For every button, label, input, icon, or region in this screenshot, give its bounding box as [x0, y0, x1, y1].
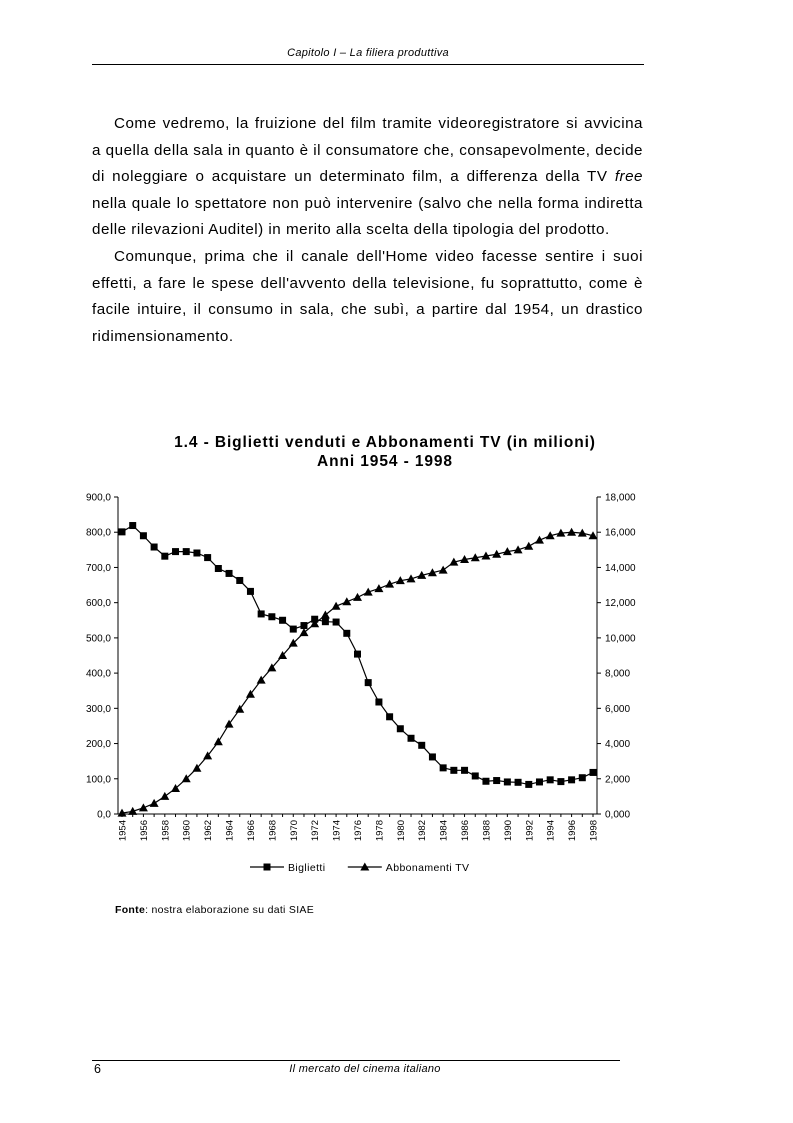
x-tick-label: 1996 [567, 820, 579, 842]
data-point-biglietti [258, 610, 265, 617]
y-left-tick-label: 100,0 [85, 774, 111, 786]
data-point-biglietti [482, 778, 489, 785]
y-right-tick-label: 2,000 [605, 774, 631, 786]
data-point-biglietti [193, 550, 200, 557]
x-tick-label: 1998 [588, 820, 600, 842]
x-tick-label: 1964 [224, 820, 236, 842]
data-point-biglietti [557, 778, 564, 785]
header-rule [92, 64, 644, 65]
data-point-abbonamenti [567, 528, 576, 536]
paragraph-1-start: Come vedremo, la fruizione del film tramite videoregistratore si avvicina a quella della sala in quanto è il consumatore che, consapevolmente, decide di noleggiare o acquistare un determinato film, a differenza della TV [92, 115, 643, 186]
body-text [92, 111, 643, 350]
data-point-abbonamenti [353, 593, 362, 601]
data-point-biglietti [268, 613, 275, 620]
data-point-biglietti [333, 619, 340, 626]
data-point-abbonamenti [374, 584, 383, 592]
x-tick-label: 1962 [203, 820, 215, 842]
data-point-biglietti [397, 725, 404, 732]
x-tick-label: 1968 [267, 820, 279, 842]
data-point-biglietti [375, 698, 382, 705]
data-point-abbonamenti [214, 737, 223, 745]
running-footer: Il mercato del cinema italiano [289, 1063, 441, 1075]
x-tick-label: 1966 [245, 820, 257, 842]
chart-subtitle: Anni 1954 - 1998 [317, 453, 453, 470]
data-point-biglietti [472, 772, 479, 779]
x-tick-label: 1978 [374, 820, 386, 842]
y-right-tick-label: 12,000 [605, 598, 636, 610]
data-point-biglietti [493, 777, 500, 784]
x-tick-label: 1976 [353, 820, 364, 842]
y-left-tick-label: 700,0 [85, 562, 111, 574]
x-tick-label: 1970 [288, 820, 300, 842]
paragraph-1 [92, 111, 643, 244]
paragraph-2: Comunque, prima che il canale dell'Home video facesse sentire i suoi effetti, a fare le spese dell'avvento della televisione, fu soprattutto, come è facile intuire, il consumo in sala, che subì, a partire dal 1954, un drastico ridimensionamento. [92, 247, 643, 345]
line-chart [60, 484, 680, 884]
data-point-biglietti [226, 570, 233, 577]
legend-label: Abbonamenti TV [385, 862, 470, 874]
x-tick-label: 1954 [117, 820, 129, 842]
data-point-abbonamenti [439, 566, 448, 574]
x-tick-label: 1994 [545, 820, 557, 842]
y-right-tick-label: 8,000 [605, 668, 631, 680]
data-point-biglietti [418, 742, 425, 749]
x-tick-label: 1956 [138, 820, 150, 842]
data-point-abbonamenti [150, 799, 159, 807]
data-point-abbonamenti [235, 705, 244, 713]
x-tick-label: 1972 [310, 820, 322, 842]
data-point-abbonamenti [160, 792, 169, 800]
data-point-biglietti [547, 776, 554, 783]
x-tick-label: 1982 [417, 820, 429, 842]
data-point-biglietti [290, 626, 297, 633]
x-tick-label: 1974 [331, 820, 343, 842]
data-point-biglietti [536, 778, 543, 785]
data-point-abbonamenti [524, 542, 533, 550]
running-header: Capitolo I – La filiera produttiva [287, 47, 449, 59]
data-point-biglietti [504, 778, 511, 785]
y-right-tick-label: 16,000 [605, 527, 636, 539]
data-point-biglietti [429, 753, 436, 760]
y-left-tick-label: 900,0 [85, 492, 111, 504]
data-point-biglietti [579, 774, 586, 781]
footer-rule [92, 1060, 620, 1061]
data-point-biglietti [408, 735, 415, 742]
data-point-biglietti [161, 553, 168, 560]
x-tick-label: 1958 [160, 820, 172, 842]
data-point-abbonamenti [535, 536, 544, 544]
data-point-biglietti [322, 618, 329, 625]
data-point-biglietti [247, 588, 254, 595]
legend-label: Biglietti [288, 862, 326, 874]
data-point-biglietti [590, 769, 597, 776]
y-right-tick-label: 4,000 [605, 739, 631, 751]
data-point-biglietti [119, 528, 126, 535]
chart-title-block [92, 433, 678, 471]
y-right-tick-label: 10,000 [605, 633, 636, 645]
page-number: 6 [94, 1062, 101, 1076]
y-left-tick-label: 0,0 [97, 809, 111, 821]
y-left-tick-label: 600,0 [85, 598, 111, 610]
y-left-tick-label: 400,0 [85, 668, 111, 680]
data-point-abbonamenti [225, 720, 234, 728]
data-point-biglietti [568, 776, 575, 783]
data-point-abbonamenti [139, 803, 148, 811]
data-point-biglietti [525, 781, 532, 788]
x-tick-label: 1992 [524, 820, 536, 842]
data-point-biglietti [354, 651, 361, 658]
data-point-biglietti [440, 764, 447, 771]
y-right-tick-label: 18,000 [605, 492, 636, 504]
series-line-1 [122, 532, 593, 813]
data-point-biglietti [461, 767, 468, 774]
data-point-biglietti [236, 577, 243, 584]
data-point-biglietti [386, 713, 393, 720]
data-point-biglietti [140, 532, 147, 539]
data-point-biglietti [450, 767, 457, 774]
x-tick-label: 1988 [481, 820, 493, 842]
data-point-biglietti [365, 679, 372, 686]
data-point-biglietti [129, 522, 136, 529]
x-tick-label: 1990 [502, 820, 514, 842]
data-point-abbonamenti [342, 597, 351, 605]
paragraph-1-end: nella quale lo spettatore non può intervenire (salvo che nella forma indiretta delle rilevazioni Auditel) in merito alla scelta della tipologia del prodotto. [92, 194, 643, 239]
y-right-tick-label: 6,000 [605, 703, 631, 715]
legend-marker-square [264, 864, 271, 871]
data-point-biglietti [204, 554, 211, 561]
data-point-biglietti [515, 779, 522, 786]
y-right-tick-label: 0,000 [605, 809, 631, 821]
x-tick-label: 1980 [395, 820, 407, 842]
source-note [115, 904, 314, 916]
source-label: Fonte [115, 904, 146, 916]
y-left-tick-label: 300,0 [85, 703, 111, 715]
y-right-tick-label: 14,000 [605, 562, 636, 574]
data-point-biglietti [151, 544, 158, 551]
chart-title: 1.4 - Biglietti venduti e Abbonamenti TV (in milioni) [174, 434, 596, 451]
data-point-biglietti [183, 548, 190, 555]
source-text: : nostra elaborazione su dati SIAE [145, 904, 315, 916]
data-point-biglietti [172, 548, 179, 555]
y-left-tick-label: 800,0 [85, 527, 111, 539]
y-left-tick-label: 500,0 [85, 633, 111, 645]
data-point-biglietti [215, 565, 222, 572]
x-tick-label: 1986 [460, 820, 472, 842]
data-point-biglietti [279, 617, 286, 624]
data-point-biglietti [343, 630, 350, 637]
data-point-biglietti [300, 622, 307, 629]
paragraph-1-emphasis: free [614, 168, 643, 186]
x-tick-label: 1960 [181, 820, 193, 842]
y-left-tick-label: 200,0 [85, 739, 111, 751]
x-tick-label: 1984 [438, 820, 450, 842]
data-point-abbonamenti [332, 602, 341, 610]
